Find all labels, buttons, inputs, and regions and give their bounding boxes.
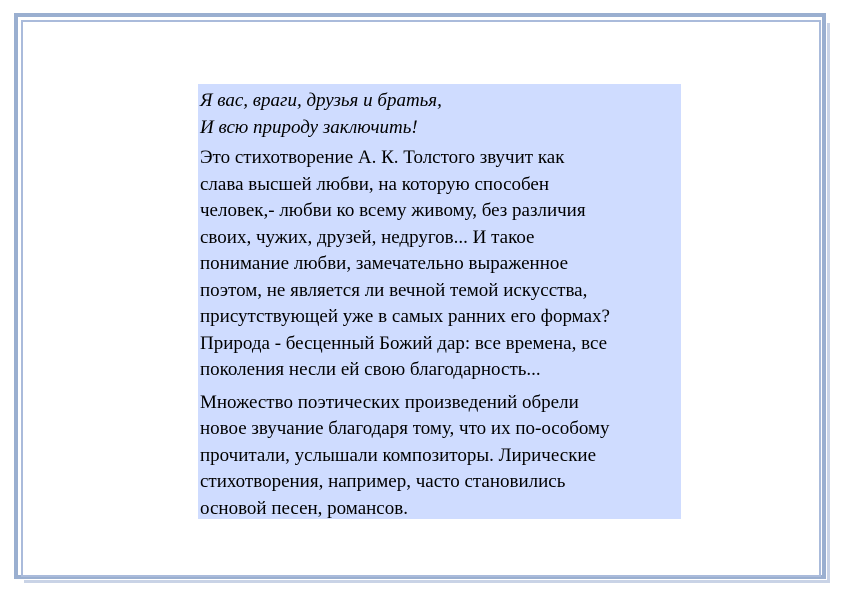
paragraph-line: понимание любви, замечательно выраженное <box>200 253 569 274</box>
paragraph-line: человек,- любви ко всему живому, без различия <box>200 200 586 221</box>
paragraph-line: Природа - бесценный Божий дар: все времена, все <box>200 332 608 354</box>
paragraph-line: поколения несли ей свою благодарность... <box>200 359 541 380</box>
paragraph-1 <box>200 145 681 384</box>
paragraph-line: своих, чужих, друзей, недругов... И такое <box>200 226 535 248</box>
paragraph-line: поэтом, не является ли вечной темой искусства, <box>200 279 588 301</box>
paragraph-line: Это стихотворение А. К. Толстого звучит как <box>200 147 565 168</box>
epigraph-line: И всю природу заключить! <box>200 116 418 138</box>
paragraph-line: присутствующей уже в самых ранних его формах? <box>200 306 610 327</box>
paragraph-line: слава высшей любви, на которую способен <box>200 173 550 195</box>
paragraph-line: новое звучание благодаря тому, что их по-особому <box>200 418 610 439</box>
epigraph-line: Я вас, враги, друзья и братья, <box>200 90 442 111</box>
epigraph <box>200 88 681 141</box>
paragraph-line: стихотворения, например, часто становились <box>200 471 566 492</box>
text-block <box>198 84 681 519</box>
paragraph-2 <box>200 390 681 523</box>
paragraph-line: основой песен, романсов. <box>200 497 408 519</box>
paragraph-line: прочитали, услышали композиторы. Лирические <box>200 444 597 466</box>
paragraph-line: Множество поэтических произведений обрели <box>200 391 579 413</box>
